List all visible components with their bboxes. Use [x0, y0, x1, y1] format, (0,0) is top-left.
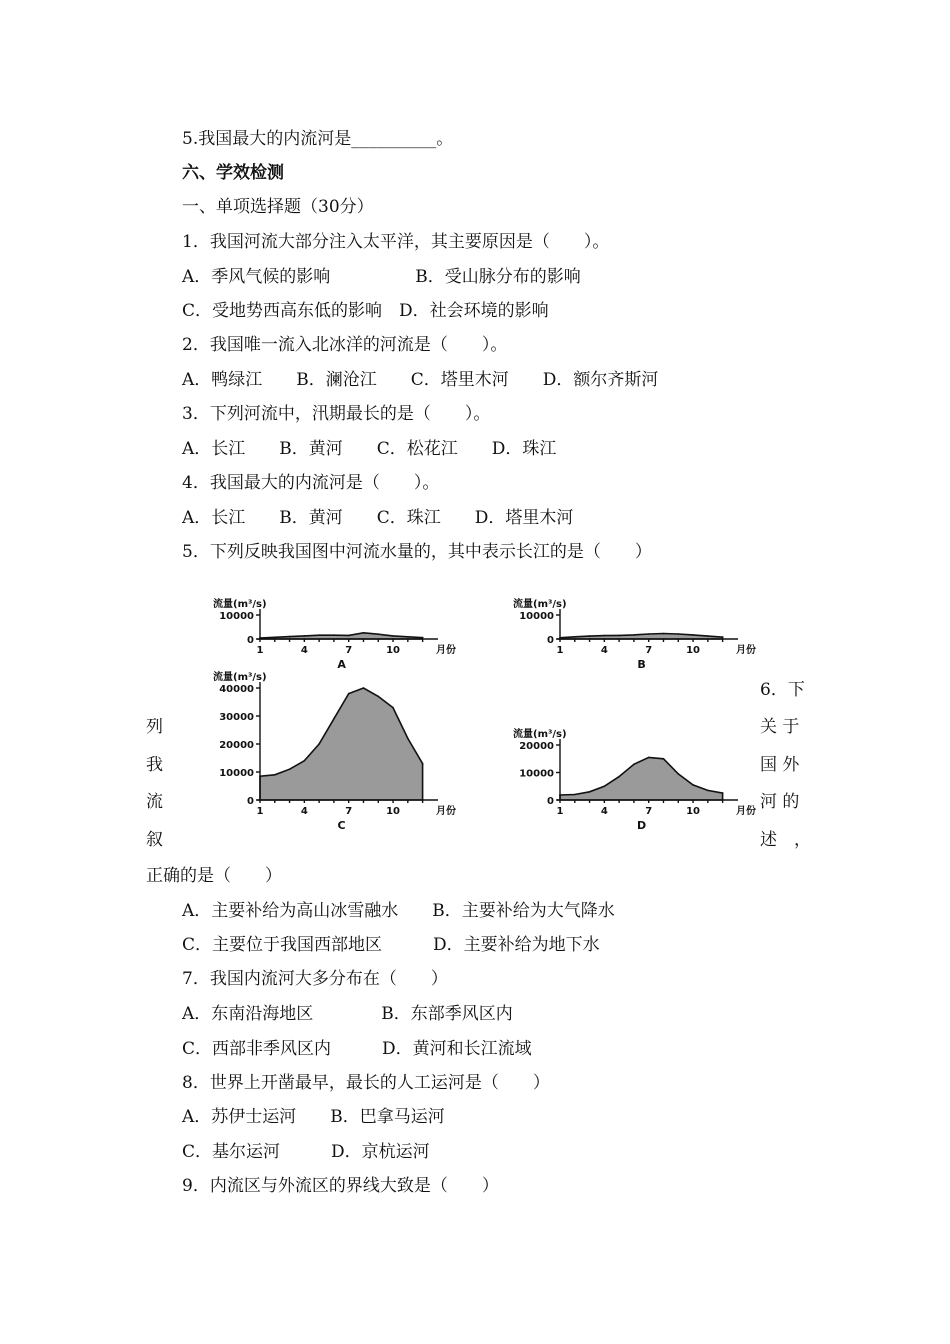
- x-axis-label: 月份: [436, 645, 456, 656]
- x-tick-label: 1: [556, 806, 564, 817]
- y-tick-label: 40000: [219, 684, 254, 695]
- flow-area: [260, 633, 423, 639]
- data-point: [648, 633, 650, 635]
- x-tick-label: 10: [686, 806, 701, 817]
- x-tick-label: 4: [600, 645, 608, 656]
- data-point: [378, 696, 380, 698]
- q6-wrap-left-2: 列: [146, 717, 163, 737]
- question-4-options: A．长江 B．黄河 C．珠江 D．塔里木河: [182, 508, 574, 528]
- data-point: [633, 634, 635, 636]
- y-tick-label: 10000: [519, 768, 554, 780]
- data-point: [378, 633, 380, 635]
- data-point: [333, 634, 335, 636]
- section-heading: 六、学效检测: [182, 163, 284, 183]
- x-tick-label: 1: [256, 645, 264, 656]
- data-point: [274, 637, 276, 639]
- data-point: [678, 633, 680, 635]
- data-point: [392, 707, 394, 709]
- fill-blank-q5: 5.我国最大的内流河是__________。: [182, 129, 454, 149]
- data-point: [274, 774, 276, 776]
- chart-d: [505, 727, 765, 832]
- data-point: [589, 635, 591, 637]
- chart-caption: D: [637, 819, 647, 832]
- question-8-options-ab: A．苏伊士运河 B．巴拿马运河: [182, 1107, 445, 1127]
- q6-wrap-left-4: 流: [146, 792, 163, 812]
- data-point: [707, 635, 709, 637]
- chart-caption: A: [337, 658, 346, 671]
- chart-caption: C: [337, 819, 346, 832]
- x-tick-label: 7: [345, 645, 353, 656]
- data-point: [692, 784, 694, 786]
- y-tick-label: 20000: [519, 741, 554, 752]
- data-point: [618, 776, 620, 778]
- y-tick-label: 0: [247, 635, 254, 646]
- x-tick-label: 4: [600, 806, 608, 817]
- question-9: 9．内流区与外流区的界线大致是（ ）: [182, 1176, 499, 1196]
- data-point: [407, 636, 409, 638]
- y-axis-label: 流量(m³/s): [213, 672, 267, 683]
- question-8-options-cd: C．基尔运河 D．京杭运河: [182, 1142, 430, 1162]
- chart-c: [205, 668, 465, 832]
- x-tick-label: 1: [256, 806, 264, 817]
- data-point: [318, 743, 320, 745]
- data-point: [289, 636, 291, 638]
- data-point: [692, 634, 694, 636]
- x-tick-label: 10: [386, 806, 401, 817]
- part-heading: 一、单项选择题（30分）: [182, 197, 374, 217]
- data-point: [348, 635, 350, 637]
- y-tick-label: 0: [547, 635, 554, 646]
- data-point: [722, 792, 724, 794]
- question-6-options-ab: A．主要补给为高山冰雪融水 B．主要补给为大气降水: [182, 901, 615, 921]
- question-3: 3．下列河流中，汛期最长的是（ ）。: [182, 404, 491, 424]
- question-8: 8．世界上开凿最早，最长的人工运河是（ ）: [182, 1073, 550, 1093]
- chart-b-svg: [505, 590, 765, 670]
- data-point: [678, 773, 680, 775]
- q6-wrap-left-3: 我: [146, 755, 163, 775]
- data-point: [422, 637, 424, 639]
- chart-a: [205, 590, 465, 670]
- data-point: [304, 760, 306, 762]
- data-point: [574, 794, 576, 796]
- q6-wrap-right-5: 述 ，: [760, 830, 811, 850]
- x-tick-label: 10: [386, 645, 401, 656]
- q6-wrap-right-4: 河 的: [760, 792, 800, 812]
- flow-area: [560, 757, 723, 800]
- question-3-options: A．长江 B．黄河 C．松花江 D．珠江: [182, 439, 557, 459]
- data-point: [663, 633, 665, 635]
- x-tick-label: 7: [645, 806, 653, 817]
- chart-a-svg: [205, 590, 465, 670]
- chart-caption: B: [637, 658, 646, 671]
- question-7-options-cd: C．西部非季风区内 D．黄河和长江流域: [182, 1039, 532, 1059]
- data-point: [604, 786, 606, 788]
- x-axis-label: 月份: [736, 645, 756, 656]
- question-6-tail: 正确的是（ ）: [146, 866, 282, 886]
- chart-c-svg: [205, 668, 465, 832]
- question-5: 5．下列反映我国图中河流水量的，其中表示长江的是（ ）: [182, 542, 652, 562]
- y-tick-label: 10000: [219, 768, 254, 779]
- x-tick-label: 1: [556, 645, 564, 656]
- y-tick-label: 10000: [519, 611, 554, 622]
- y-axis-label: 流量(m³/s): [513, 729, 567, 740]
- data-point: [633, 764, 635, 766]
- flow-area: [260, 688, 423, 800]
- data-point: [289, 768, 291, 770]
- y-tick-label: 30000: [219, 712, 254, 723]
- question-1-options-ab: A．季风气候的影响 B．受山脉分布的影响: [182, 267, 581, 287]
- data-point: [304, 635, 306, 637]
- y-tick-label: 10000: [219, 611, 254, 622]
- x-tick-label: 7: [345, 806, 353, 817]
- question-1: 1．我国河流大部分注入太平洋，其主要原因是（ ）。: [182, 232, 610, 252]
- y-axis-label: 流量(m³/s): [513, 599, 567, 610]
- y-tick-label: 0: [547, 796, 554, 807]
- q6-wrap-left-5: 叙: [146, 830, 163, 850]
- data-point: [604, 635, 606, 637]
- data-point: [407, 738, 409, 740]
- x-axis-label: 月份: [436, 806, 456, 817]
- x-tick-label: 4: [300, 645, 308, 656]
- x-tick-label: 7: [645, 645, 653, 656]
- data-point: [363, 632, 365, 634]
- q6-wrap-right-1: 6．下: [760, 680, 805, 700]
- data-point: [392, 635, 394, 637]
- y-tick-label: 20000: [219, 740, 254, 751]
- q6-wrap-right-3: 国 外: [760, 755, 800, 775]
- data-point: [722, 636, 724, 638]
- data-point: [589, 791, 591, 793]
- data-point: [648, 757, 650, 759]
- data-point: [333, 718, 335, 720]
- question-6-options-cd: C．主要位于我国西部地区 D．主要补给为地下水: [182, 935, 600, 955]
- data-point: [707, 790, 709, 792]
- question-1-options-cd: C．受地势西高东低的影响 D．社会环境的影响: [182, 301, 549, 321]
- data-point: [618, 635, 620, 637]
- x-axis-label: 月份: [736, 806, 756, 817]
- question-4: 4．我国最大的内流河是（ ）。: [182, 473, 440, 493]
- question-7-options-ab: A．东南沿海地区 B．东部季风区内: [182, 1004, 513, 1024]
- question-2-options: A．鸭绿江 B．澜沧江 C．塔里木河 D．额尔齐斯河: [182, 370, 659, 390]
- question-7: 7．我国内流河大多分布在（ ）: [182, 969, 448, 989]
- flow-area: [560, 634, 723, 640]
- data-point: [363, 687, 365, 689]
- chart-b: [505, 590, 765, 670]
- x-tick-label: 10: [686, 645, 701, 656]
- y-axis-label: 流量(m³/s): [213, 599, 267, 610]
- q6-wrap-right-2: 关 于: [760, 717, 800, 737]
- data-point: [663, 758, 665, 760]
- data-point: [318, 634, 320, 636]
- y-tick-label: 0: [247, 796, 254, 807]
- data-point: [574, 636, 576, 638]
- data-point: [422, 763, 424, 765]
- question-2: 2．我国唯一流入北冰洋的河流是（ ）。: [182, 335, 508, 355]
- chart-d-svg: [505, 727, 765, 832]
- data-point: [348, 693, 350, 695]
- x-tick-label: 4: [300, 806, 308, 817]
